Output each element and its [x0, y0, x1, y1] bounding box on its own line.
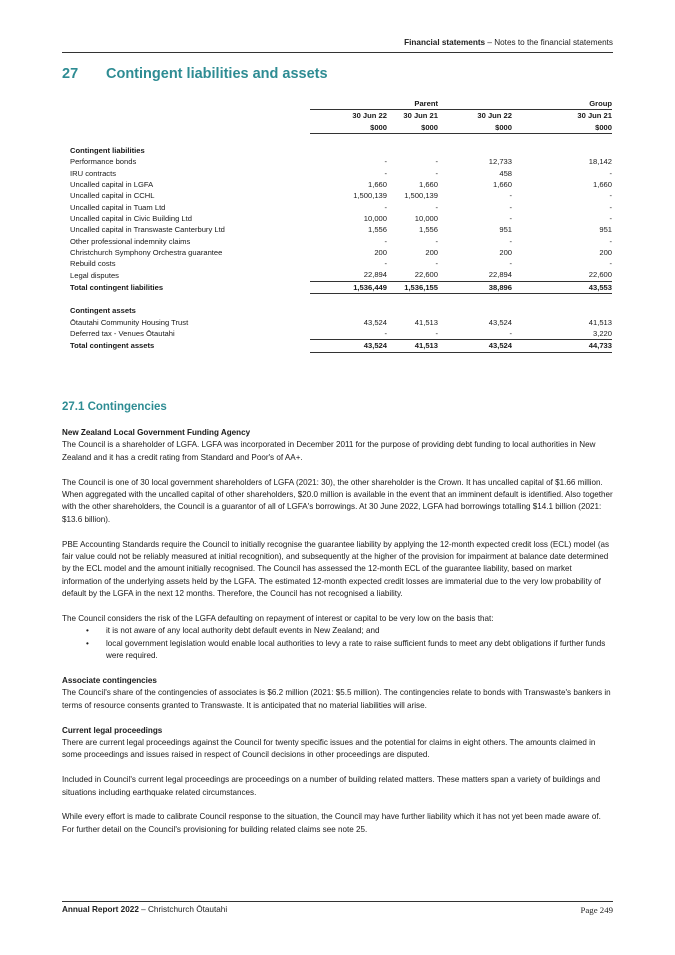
- table-row: [62, 269, 612, 281]
- row-value: 951: [499, 225, 513, 235]
- footer-org: – Christchurch Ōtautahi: [138, 905, 228, 914]
- row-value: 44,733: [563, 340, 612, 352]
- row-value: -: [435, 202, 439, 212]
- row-value: -: [609, 236, 613, 246]
- header-section: Financial statements: [404, 38, 486, 47]
- table-row: [62, 247, 612, 258]
- row-value: -: [435, 157, 439, 167]
- row-label: Performance bonds: [70, 157, 137, 167]
- row-label: Legal disputes: [70, 270, 119, 280]
- row-value: 1,536,449: [310, 281, 387, 293]
- list-item: [62, 625, 614, 637]
- row-value: 1,556: [367, 225, 387, 235]
- row-label: Rebuild costs: [70, 259, 116, 269]
- group-header-row: [62, 98, 612, 110]
- page-number: Page 249: [580, 905, 613, 915]
- column-unit: $000: [438, 122, 512, 134]
- row-value: 22,600: [588, 270, 613, 280]
- row-value: -: [609, 202, 613, 212]
- row-value: -: [435, 168, 439, 178]
- paragraph: The Council is one of 30 local government shareholders of LGFA (2021: 30), the other shareholder is the Crown. It has uncalled capital of $1.66 million. When aggregated with the uncalled capital of other shareholders, $20.0 million is available in the event that an imminent default is identified. Also together with the other shareholders, the Council is a guarantor of all of LGFA's borrowings. At 30 June 2022, LGFA had borrowings totalling $14.1 billion (2021: $13.6 billion).: [62, 477, 613, 524]
- row-label: Uncalled capital in Transwaste Canterbury Ltd: [70, 225, 225, 235]
- row-value: 458: [499, 168, 513, 178]
- table-row: [62, 168, 612, 179]
- body-text: [62, 427, 614, 836]
- row-value: -: [609, 168, 613, 178]
- row-label: Other professional indemnity claims: [70, 236, 191, 246]
- row-value: 1,536,155: [387, 281, 438, 293]
- row-value: 1,660: [593, 180, 613, 190]
- table-row: [62, 328, 612, 340]
- row-value: 951: [599, 225, 613, 235]
- footer-report-title: Annual Report 2022: [62, 905, 139, 914]
- row-value: -: [509, 259, 513, 269]
- row-value: -: [435, 259, 439, 269]
- row-value: -: [509, 213, 513, 223]
- row-value: -: [509, 191, 513, 201]
- row-value: -: [509, 236, 513, 246]
- liabilities-heading-row: [62, 145, 612, 156]
- parent-group-header: Parent: [310, 98, 438, 110]
- row-value: -: [384, 259, 387, 269]
- row-value: 1,660: [493, 180, 513, 190]
- table-row: [62, 224, 612, 235]
- paragraph: The Council is a shareholder of LGFA. LGFA was incorporated in December 2011 for the purpose of providing debt funding to local authorities in New Zealand and it has a credit rating from Standard and Poor's of AA+.: [62, 440, 596, 462]
- row-value: -: [509, 202, 513, 212]
- row-value: 18,142: [588, 157, 613, 167]
- row-label: Uncalled capital in Tuam Ltd: [70, 202, 166, 212]
- row-value: 38,896: [438, 281, 512, 293]
- header-subsection: – Notes to the financial statements: [485, 38, 613, 47]
- row-label: Total contingent assets: [70, 341, 155, 351]
- row-value: 22,600: [414, 270, 439, 280]
- row-value: -: [435, 236, 439, 246]
- column-unit: $000: [563, 122, 612, 134]
- row-value: 43,524: [438, 340, 512, 352]
- total-assets-row: [62, 340, 612, 352]
- column-header: 30 Jun 21: [577, 111, 613, 121]
- table-row: [62, 258, 612, 269]
- row-value: 22,894: [488, 270, 513, 280]
- row-label: Uncalled capital in CCHL: [70, 191, 155, 201]
- row-value: 43,553: [563, 281, 612, 293]
- row-value: 1,556: [419, 225, 439, 235]
- row-value: 3,220: [593, 328, 613, 338]
- total-liabilities-row: [62, 281, 612, 293]
- row-value: 10,000: [363, 213, 387, 223]
- column-unit-row: [62, 122, 612, 134]
- row-value: 200: [599, 247, 613, 257]
- section-number: 27: [62, 66, 79, 82]
- table-row: [62, 317, 612, 328]
- assets-heading-row: [62, 305, 612, 316]
- row-value: 22,894: [363, 270, 387, 280]
- row-value: 10,000: [414, 213, 439, 223]
- row-value: 1,500,139: [404, 191, 439, 201]
- legal-heading: Current legal proceedings: [62, 725, 163, 735]
- lgfa-heading: New Zealand Local Government Funding Agency: [62, 428, 251, 437]
- column-header-row: [62, 110, 612, 122]
- row-label: Total contingent liabilities: [70, 282, 164, 292]
- paragraph: While every effort is made to calibrate Council response to the situation, the Council may have further liability which it has not yet been made aware of. For further detail on the Council's provisioning for building related claims see note 25.: [62, 812, 601, 834]
- table-row: [62, 213, 612, 224]
- contingencies-table: [62, 98, 612, 353]
- paragraph: The Council considers the risk of the LGFA defaulting on repayment of interest or capital to be very low on the basis that:: [62, 614, 494, 624]
- header-rule: [62, 52, 613, 53]
- group-group-header: Group: [438, 98, 612, 110]
- row-value: -: [384, 202, 387, 212]
- row-value: -: [509, 328, 513, 338]
- row-value: 12,733: [488, 157, 513, 167]
- row-value: 43,524: [488, 317, 513, 327]
- row-value: 200: [425, 247, 439, 257]
- column-header: 30 Jun 22: [352, 111, 387, 121]
- footer-rule: [62, 901, 613, 902]
- table-row: [62, 202, 612, 213]
- row-value: 43,524: [363, 317, 387, 327]
- column-header: 30 Jun 22: [477, 111, 513, 121]
- row-value: 200: [499, 247, 513, 257]
- row-value: -: [609, 191, 613, 201]
- bullet-glyph: •: [86, 626, 89, 636]
- list-item-text: it is not aware of any local authority debt default events in New Zealand; and: [106, 626, 380, 636]
- row-value: 1,660: [419, 180, 439, 190]
- row-value: -: [384, 168, 387, 178]
- assets-heading: Contingent assets: [70, 306, 136, 316]
- row-value: 43,524: [310, 340, 387, 352]
- row-label: Ōtautahi Community Housing Trust: [70, 317, 189, 327]
- liabilities-heading: Contingent liabilities: [70, 146, 145, 156]
- table-row: [62, 156, 612, 167]
- row-value: -: [384, 236, 387, 246]
- section-title: [62, 66, 328, 82]
- row-value: 1,500,139: [353, 191, 387, 201]
- footer-publication: [62, 905, 227, 914]
- row-value: 41,513: [414, 317, 439, 327]
- column-header: 30 Jun 21: [403, 111, 439, 121]
- row-value: 200: [374, 247, 387, 257]
- table-row: [62, 236, 612, 247]
- row-label: IRU contracts: [70, 168, 116, 178]
- column-unit: $000: [310, 122, 387, 134]
- paragraph: There are current legal proceedings against the Council for twenty specific issues and the potential for claims in eight others. The amounts claimed in some proceedings and issues raised in respect of Council decisions in other proceedings are disputed.: [62, 738, 596, 760]
- list-item: [62, 638, 614, 663]
- table-row: [62, 190, 612, 201]
- row-value: -: [384, 328, 387, 338]
- row-label: Deferred tax - Venues Ōtautahi: [70, 329, 175, 339]
- row-value: 41,513: [387, 340, 438, 352]
- row-value: -: [384, 157, 387, 167]
- row-label: Christchurch Symphony Orchestra guarantee: [70, 247, 223, 257]
- row-value: -: [609, 213, 613, 223]
- row-value: -: [609, 259, 613, 269]
- column-unit: $000: [387, 122, 438, 134]
- table-row: [62, 179, 612, 190]
- bullet-list: [62, 625, 614, 662]
- row-label: Uncalled capital in LGFA: [70, 180, 154, 190]
- row-label: Uncalled capital in Civic Building Ltd: [70, 213, 192, 223]
- paragraph: PBE Accounting Standards require the Council to initially recognise the guarantee liability by applying the 12-month expected credit loss (ECL) model (as fair value could not be reliably measured at initial recognition), and subsequently at the higher of the provision for impairment at balance date determined by the ECL model and the amount initially recognised. The Council has assessed the 12-month ECL of the guarantee liability, based on market information of the underlying assets held by the LGFA. The estimated 12-month expected credit losses are immaterial due to the very low probability of default by the LGFA in the next 12 months. Therefore, the Council has not recognised a liability.: [62, 539, 610, 599]
- row-value: -: [435, 328, 439, 338]
- list-item-text: local government legislation would enable local authorities to levy a rate to raise sufficient funds to meet any debt obligations if further funds were required.: [106, 638, 606, 661]
- section-title-text: Contingent liabilities and assets: [106, 66, 328, 82]
- paragraph: Included in Council's current legal proceedings are proceedings on a number of building related matters. These matters span a variety of buildings and situations including earthquake related circumstances.: [62, 775, 601, 797]
- running-header: [62, 38, 613, 52]
- subsection-title: 27.1 Contingencies: [62, 401, 167, 413]
- row-value: 1,660: [367, 180, 387, 190]
- bullet-glyph: •: [86, 638, 89, 648]
- paragraph: The Council's share of the contingencies of associates is $6.2 million (2021: $5.5 million). The contingencies relate to bonds with Transwaste's bankers in terms of resource consents granted to Transwaste. It is anticipated that no material liabilities will arise.: [62, 688, 611, 710]
- row-value: 41,513: [588, 317, 613, 327]
- associate-heading: Associate contingencies: [62, 676, 157, 686]
